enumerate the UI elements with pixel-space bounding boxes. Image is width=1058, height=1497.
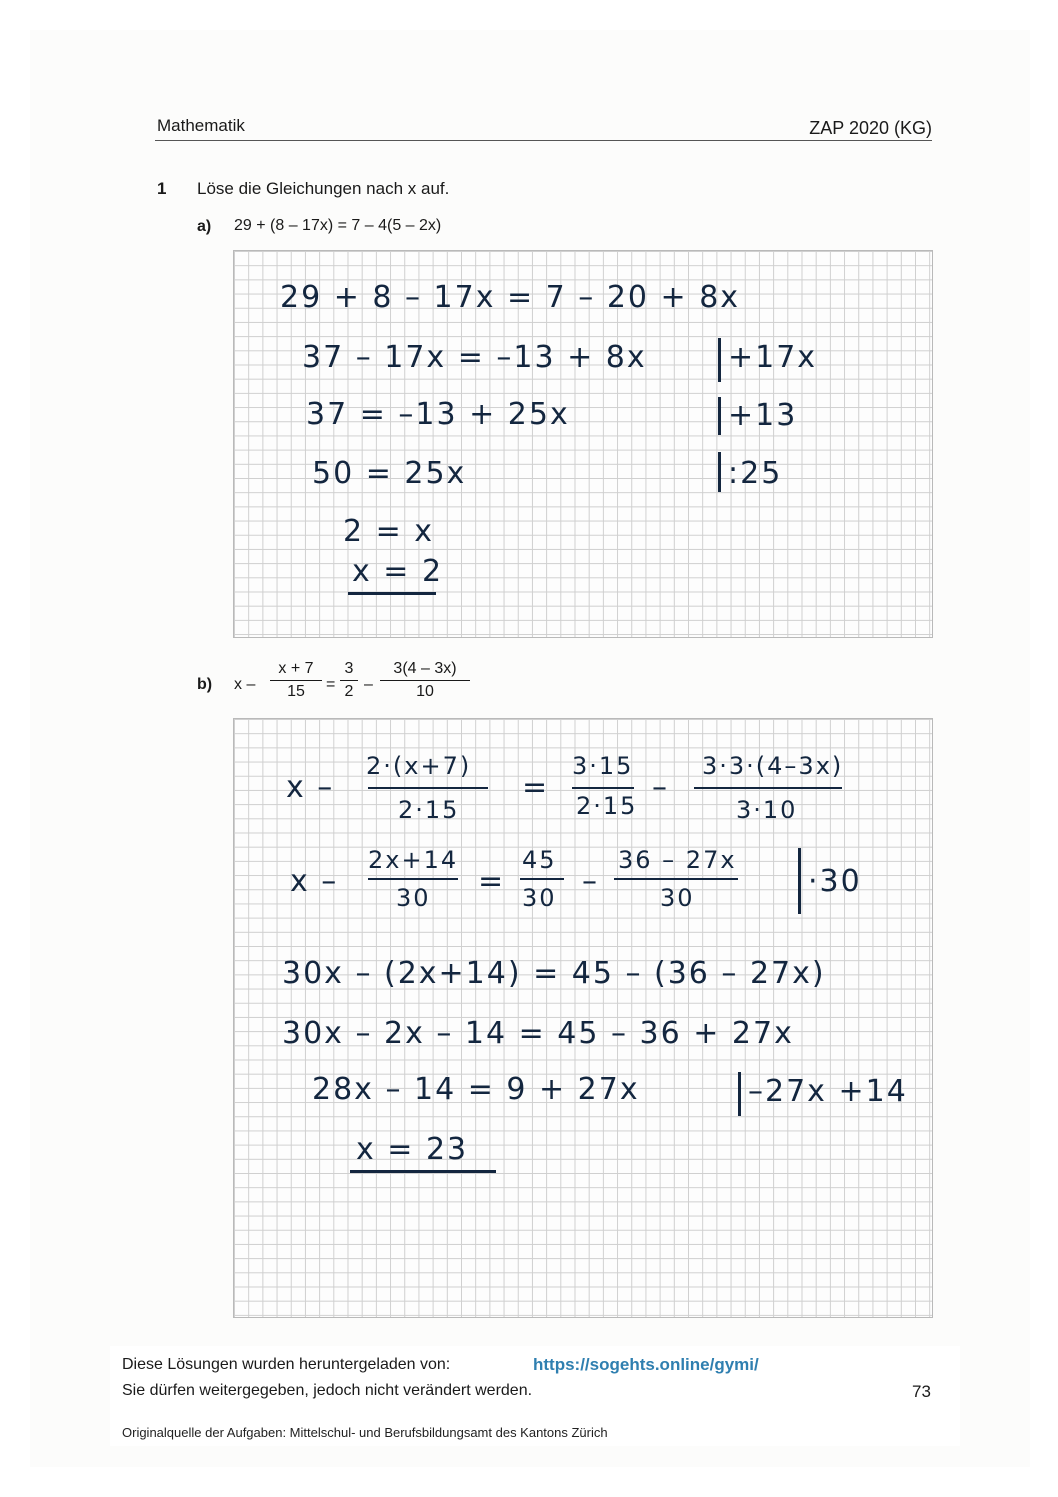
eq-b-equals: = <box>326 676 336 693</box>
work-b-op-5: –27x +14 <box>748 1074 908 1109</box>
header-divider <box>155 140 932 141</box>
part-a-label: a) <box>197 218 212 235</box>
op-bar-a1 <box>718 338 721 382</box>
source-credit: Originalquelle der Aufgaben: Mittelschul- und Berufsbildungsamt des Kantons Zürich <box>122 1425 608 1440</box>
part-b-label: b) <box>197 676 213 693</box>
work-b-r1-frac2-den: 2·15 <box>576 792 638 820</box>
task-instruction: Löse die Gleichungen nach x auf. <box>197 179 450 198</box>
eq-b-frac-3 <box>380 660 470 701</box>
part-b-equation <box>234 660 474 710</box>
work-b-result: x = 23 <box>356 1132 469 1167</box>
eq-b-frac-2-num: 3 <box>344 660 354 677</box>
work-b-r2-frac3-num: 36 – 27x <box>618 846 737 874</box>
subject-header: Mathematik <box>157 116 245 135</box>
work-b-r1-frac1-den: 2·15 <box>398 796 460 824</box>
work-b-r2-frac1-num: 2x+14 <box>368 846 459 874</box>
work-a-line-1: 29 + 8 – 17x = 7 – 20 + 8x <box>280 280 741 315</box>
work-b-r1-frac2-num: 3·15 <box>572 752 634 780</box>
work-b-r2-frac3-bar <box>614 878 738 880</box>
part-a-equation: 29 + (8 – 17x) = 7 – 4(5 – 2x) <box>234 217 442 234</box>
work-a-line-2: 37 – 17x = –13 + 8x <box>302 340 647 375</box>
work-a-op-1: +17x <box>728 340 818 375</box>
work-b-r2-minus: – <box>582 864 599 899</box>
work-b-line-4: 30x – 2x – 14 = 45 – 36 + 27x <box>282 1016 794 1051</box>
work-b-r1-minus: – <box>652 770 669 805</box>
work-b-line-5: 28x – 14 = 9 + 27x <box>312 1072 640 1107</box>
eq-b-frac-1-den: 15 <box>287 683 305 700</box>
work-b-r1-frac2-bar <box>572 787 634 789</box>
work-b-r1-frac3-den: 3·10 <box>736 796 798 824</box>
result-b-underline <box>350 1170 496 1173</box>
eq-b-frac-2-line <box>340 680 358 681</box>
result-a-underline <box>348 592 436 595</box>
work-a-line-5: 2 = x <box>343 514 435 549</box>
work-a-line-3: 37 = –13 + 25x <box>306 397 570 432</box>
page-number: 73 <box>912 1382 931 1401</box>
work-b-r2-frac2-num: 45 <box>522 846 557 874</box>
eq-b-minus: – <box>364 676 373 693</box>
task-number: 1 <box>157 179 167 198</box>
work-a-result: x = 2 <box>352 554 444 589</box>
work-a-op-2: +13 <box>728 398 798 433</box>
exam-header: ZAP 2020 (KG) <box>809 118 932 138</box>
op-bar-b1 <box>798 848 801 914</box>
work-b-r2-frac2-bar <box>520 878 564 880</box>
work-b-r2-frac2-den: 30 <box>522 884 557 912</box>
download-notice: Diese Lösungen wurden heruntergeladen von: <box>122 1356 451 1373</box>
eq-b-frac-3-den: 10 <box>416 683 434 700</box>
work-b-line-3: 30x – (2x+14) = 45 – (36 – 27x) <box>282 956 826 991</box>
eq-b-x: x – <box>234 676 256 693</box>
usage-notice: Sie dürfen weitergegeben, jedoch nicht verändert werden. <box>122 1382 533 1399</box>
work-b-r2-op: ·30 <box>808 864 862 899</box>
work-a-op-3: :25 <box>728 456 783 491</box>
work-b-r1-frac3-bar <box>694 787 842 789</box>
eq-b-frac-1 <box>270 660 322 701</box>
work-b-r2-frac3-den: 30 <box>660 884 695 912</box>
eq-b-frac-3-line <box>380 680 470 681</box>
eq-b-frac-2 <box>340 660 358 701</box>
op-bar-a2 <box>718 397 721 435</box>
work-b-r1-x: x – <box>286 770 335 805</box>
work-b-r1-frac1-bar <box>368 787 488 789</box>
work-b-r2-frac1-den: 30 <box>396 884 431 912</box>
work-b-r1-frac1-num: 2·(x+7) <box>366 752 472 780</box>
eq-b-frac-3-num: 3(4 – 3x) <box>393 660 457 677</box>
work-b-r1-frac3-num: 3·3·(4–3x) <box>702 752 844 780</box>
eq-b-frac-1-num: x + 7 <box>278 660 314 677</box>
download-link[interactable]: https://sogehts.online/gymi/ <box>533 1355 759 1374</box>
work-b-r2-frac1-bar <box>368 878 458 880</box>
work-b-r1-eq: = <box>522 770 550 805</box>
eq-b-frac-2-den: 2 <box>344 683 354 700</box>
work-b-r2-x: x – <box>290 864 339 899</box>
eq-b-frac-1-line <box>270 680 322 681</box>
op-bar-a3 <box>718 452 721 492</box>
work-b-r2-eq: = <box>478 864 506 899</box>
op-bar-b2 <box>738 1072 741 1116</box>
work-a-line-4: 50 = 25x <box>312 456 467 491</box>
